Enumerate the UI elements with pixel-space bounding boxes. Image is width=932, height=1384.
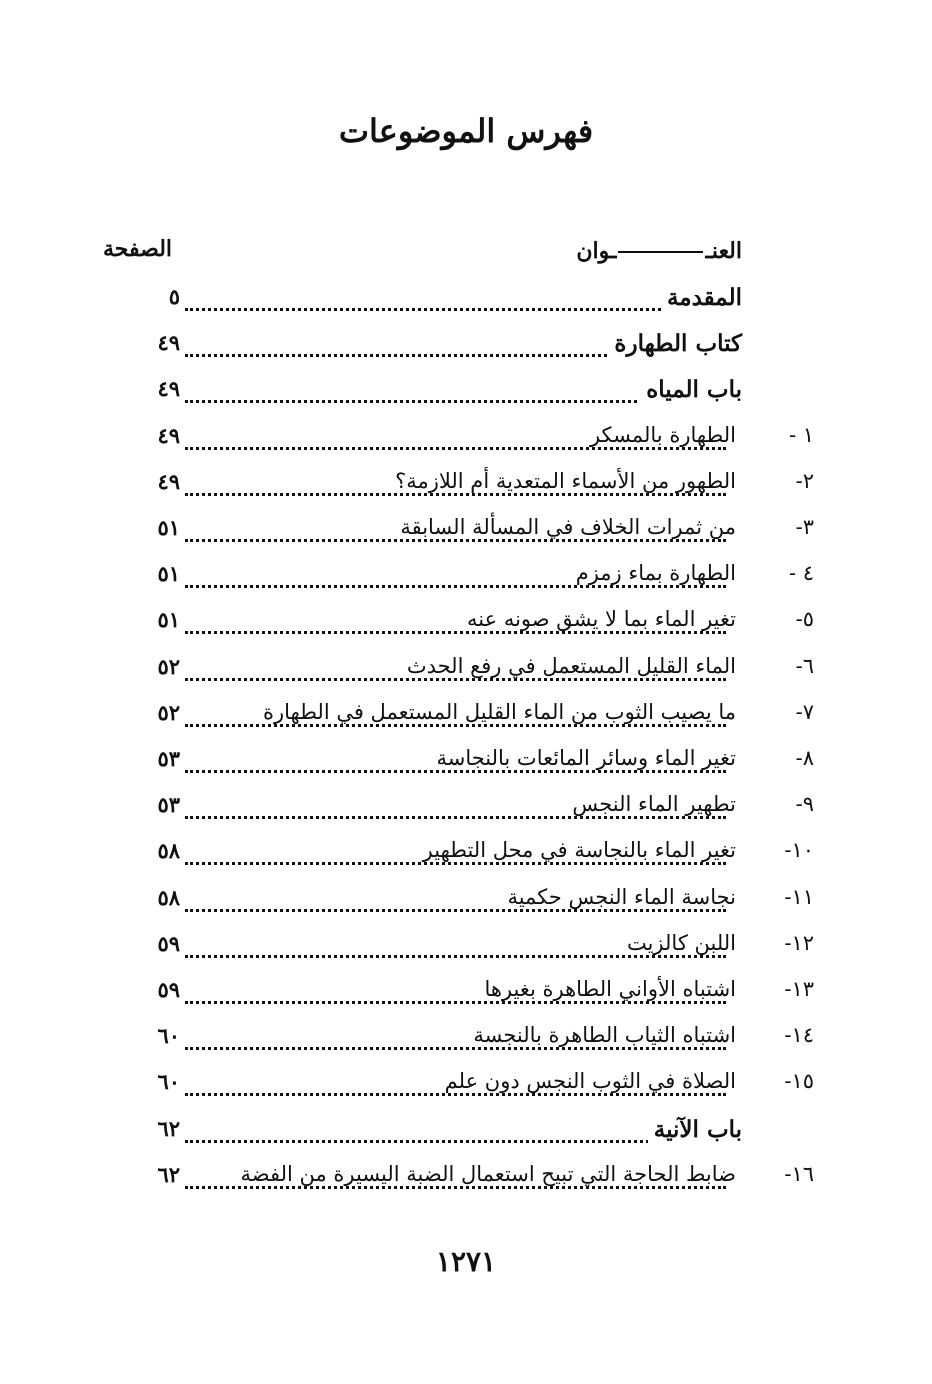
toc-entry-label: باب الآنية (648, 1116, 742, 1143)
toc-entry-page: ٥٩ (157, 930, 180, 956)
dot-leader (185, 585, 726, 588)
toc-entry (0, 885, 932, 925)
toc-entry-label: ضابط الحاجة التي تبيح استعمال الضبة اليسيرة من الفضة (234, 1162, 736, 1186)
toc-entry-number: ٥- (795, 607, 814, 632)
dot-leader (185, 678, 726, 681)
toc-entry (0, 746, 932, 786)
toc-entry (0, 561, 932, 601)
toc-entry-page: ٦٢ (157, 1115, 180, 1141)
dot-leader (185, 447, 726, 450)
toc-entry (0, 1023, 932, 1063)
dot-leader (185, 862, 726, 865)
page-number: ١٢٧١ (435, 1245, 497, 1278)
toc-entry-page: ٤٩ (157, 376, 180, 402)
toc-entry (0, 469, 932, 509)
toc-entry (0, 792, 932, 832)
toc-entry-label: اشتباه الأواني الطاهرة بغيرها (478, 977, 736, 1001)
dot-leader (185, 1001, 726, 1004)
toc-entry-number: ١١- (784, 884, 814, 909)
toc-entry-page: ٦٠ (157, 1069, 180, 1095)
toc-entry (0, 1116, 932, 1156)
dot-leader (185, 539, 726, 542)
page-title: فهرس الموضوعات (338, 112, 594, 150)
toc-entry-page: ٥٢ (157, 699, 180, 725)
dot-leader (185, 1186, 726, 1189)
toc-entry (0, 931, 932, 971)
toc-entry-page: ٤٩ (157, 330, 180, 356)
toc-entry-page: ٥٨ (157, 884, 180, 910)
toc-entry-label: نجاسة الماء النجس حكمية (501, 885, 736, 909)
toc-entry-page: ٥ (168, 284, 180, 309)
toc-entry-number: ٢- (795, 468, 814, 493)
toc-entry-page: ٦٢ (157, 1161, 180, 1187)
toc-entry-label: المقدمة (661, 284, 742, 311)
dot-leader (185, 493, 726, 496)
toc-entry-label: اشتباه الثياب الطاهرة بالنجسة (467, 1023, 736, 1047)
toc-entry-page: ٥٣ (157, 792, 180, 818)
dot-leader (185, 816, 726, 819)
toc-entry-label: اللبن كالزيت (621, 931, 736, 955)
toc-entry-page: ٤٩ (157, 422, 180, 448)
dot-leader (185, 631, 726, 634)
toc-entry-label: تطهير الماء النجس (566, 792, 736, 816)
toc-entry (0, 376, 932, 416)
toc-entry-page: ٥١ (157, 561, 180, 587)
toc-entry-label: من ثمرات الخلاف في المسألة السابقة (394, 515, 736, 539)
toc-entry-number: ١٥- (784, 1069, 814, 1094)
dot-leader (185, 770, 726, 773)
toc-entry-number: ٣- (795, 515, 814, 539)
toc-entry-page: ٤٩ (157, 468, 180, 494)
dot-leader (185, 909, 726, 912)
column-header-title-end: ـوان (576, 238, 617, 264)
toc-entry (0, 284, 932, 324)
toc-entry-number: ٤ - (788, 561, 814, 586)
toc-entry-page: ٦٠ (157, 1023, 180, 1049)
toc-entry-number: ١٤- (784, 1023, 814, 1048)
toc-entry (0, 654, 932, 694)
toc-entry-number: ١٣- (784, 977, 814, 1001)
toc-entry-number: ٩- (795, 792, 814, 817)
toc-entry-number: ١ - (788, 422, 814, 447)
toc-entry-label: كتاب الطهارة (608, 330, 742, 357)
toc-entry-number: ٦- (795, 653, 814, 678)
column-header-title (576, 238, 742, 264)
toc-entry-label: الصلاة في الثوب النجس دون علم (439, 1069, 736, 1093)
toc-entry-label: الطهارة بماء زمزم (570, 561, 736, 585)
toc-entry-page: ٥٩ (157, 977, 180, 1002)
toc-entry-label: الطهور من الأسماء المتعدية أم اللازمة؟ (389, 469, 736, 493)
toc-entry-page: ٥٢ (157, 653, 180, 679)
toc-entry-number: ٨- (795, 746, 814, 770)
toc-entry-label: ما يصيب الثوب من الماء القليل المستعمل في الطهارة (257, 700, 736, 724)
toc-entry-number: ١٦- (784, 1161, 814, 1186)
toc-entry (0, 330, 932, 370)
toc-entry-number: ١٠- (784, 838, 814, 863)
toc-entry (0, 838, 932, 878)
dot-leader (185, 1093, 726, 1096)
toc-entry-number: ١٢- (784, 930, 814, 955)
toc-entry-page: ٥٨ (157, 838, 180, 864)
dot-leader (185, 955, 726, 958)
toc-entry (0, 977, 932, 1017)
toc-entry (0, 1162, 932, 1202)
toc-entry (0, 607, 932, 647)
toc-entry (0, 515, 932, 555)
toc-entry-page: ٥٣ (157, 746, 180, 771)
toc-entry-page: ٥١ (157, 515, 180, 540)
toc-entry-number: ٧- (795, 699, 814, 724)
toc-entry-page: ٥١ (157, 607, 180, 633)
toc-entry-label: الماء القليل المستعمل في رفع الحدث (401, 654, 736, 678)
toc-entry-label: تغير الماء بالنجاسة في محل التطهير (417, 838, 736, 862)
toc-entry-label: باب المياه (640, 376, 742, 403)
column-header-page: الصفحة (103, 236, 173, 262)
toc-entry (0, 700, 932, 740)
toc-entry-label: تغير الماء بما لا يشق صونه عنه (461, 607, 736, 631)
dot-leader (185, 1047, 726, 1050)
dot-leader (185, 308, 732, 311)
toc-entry (0, 423, 932, 463)
toc-entry-label: تغير الماء وسائر المائعات بالنجاسة (430, 746, 736, 770)
kashida-stroke (618, 251, 703, 253)
column-header-title-start: العنـ (705, 238, 742, 264)
toc-entry-label: الطهارة بالمسكر (584, 423, 736, 447)
dot-leader (185, 724, 726, 727)
toc-entry (0, 1069, 932, 1109)
